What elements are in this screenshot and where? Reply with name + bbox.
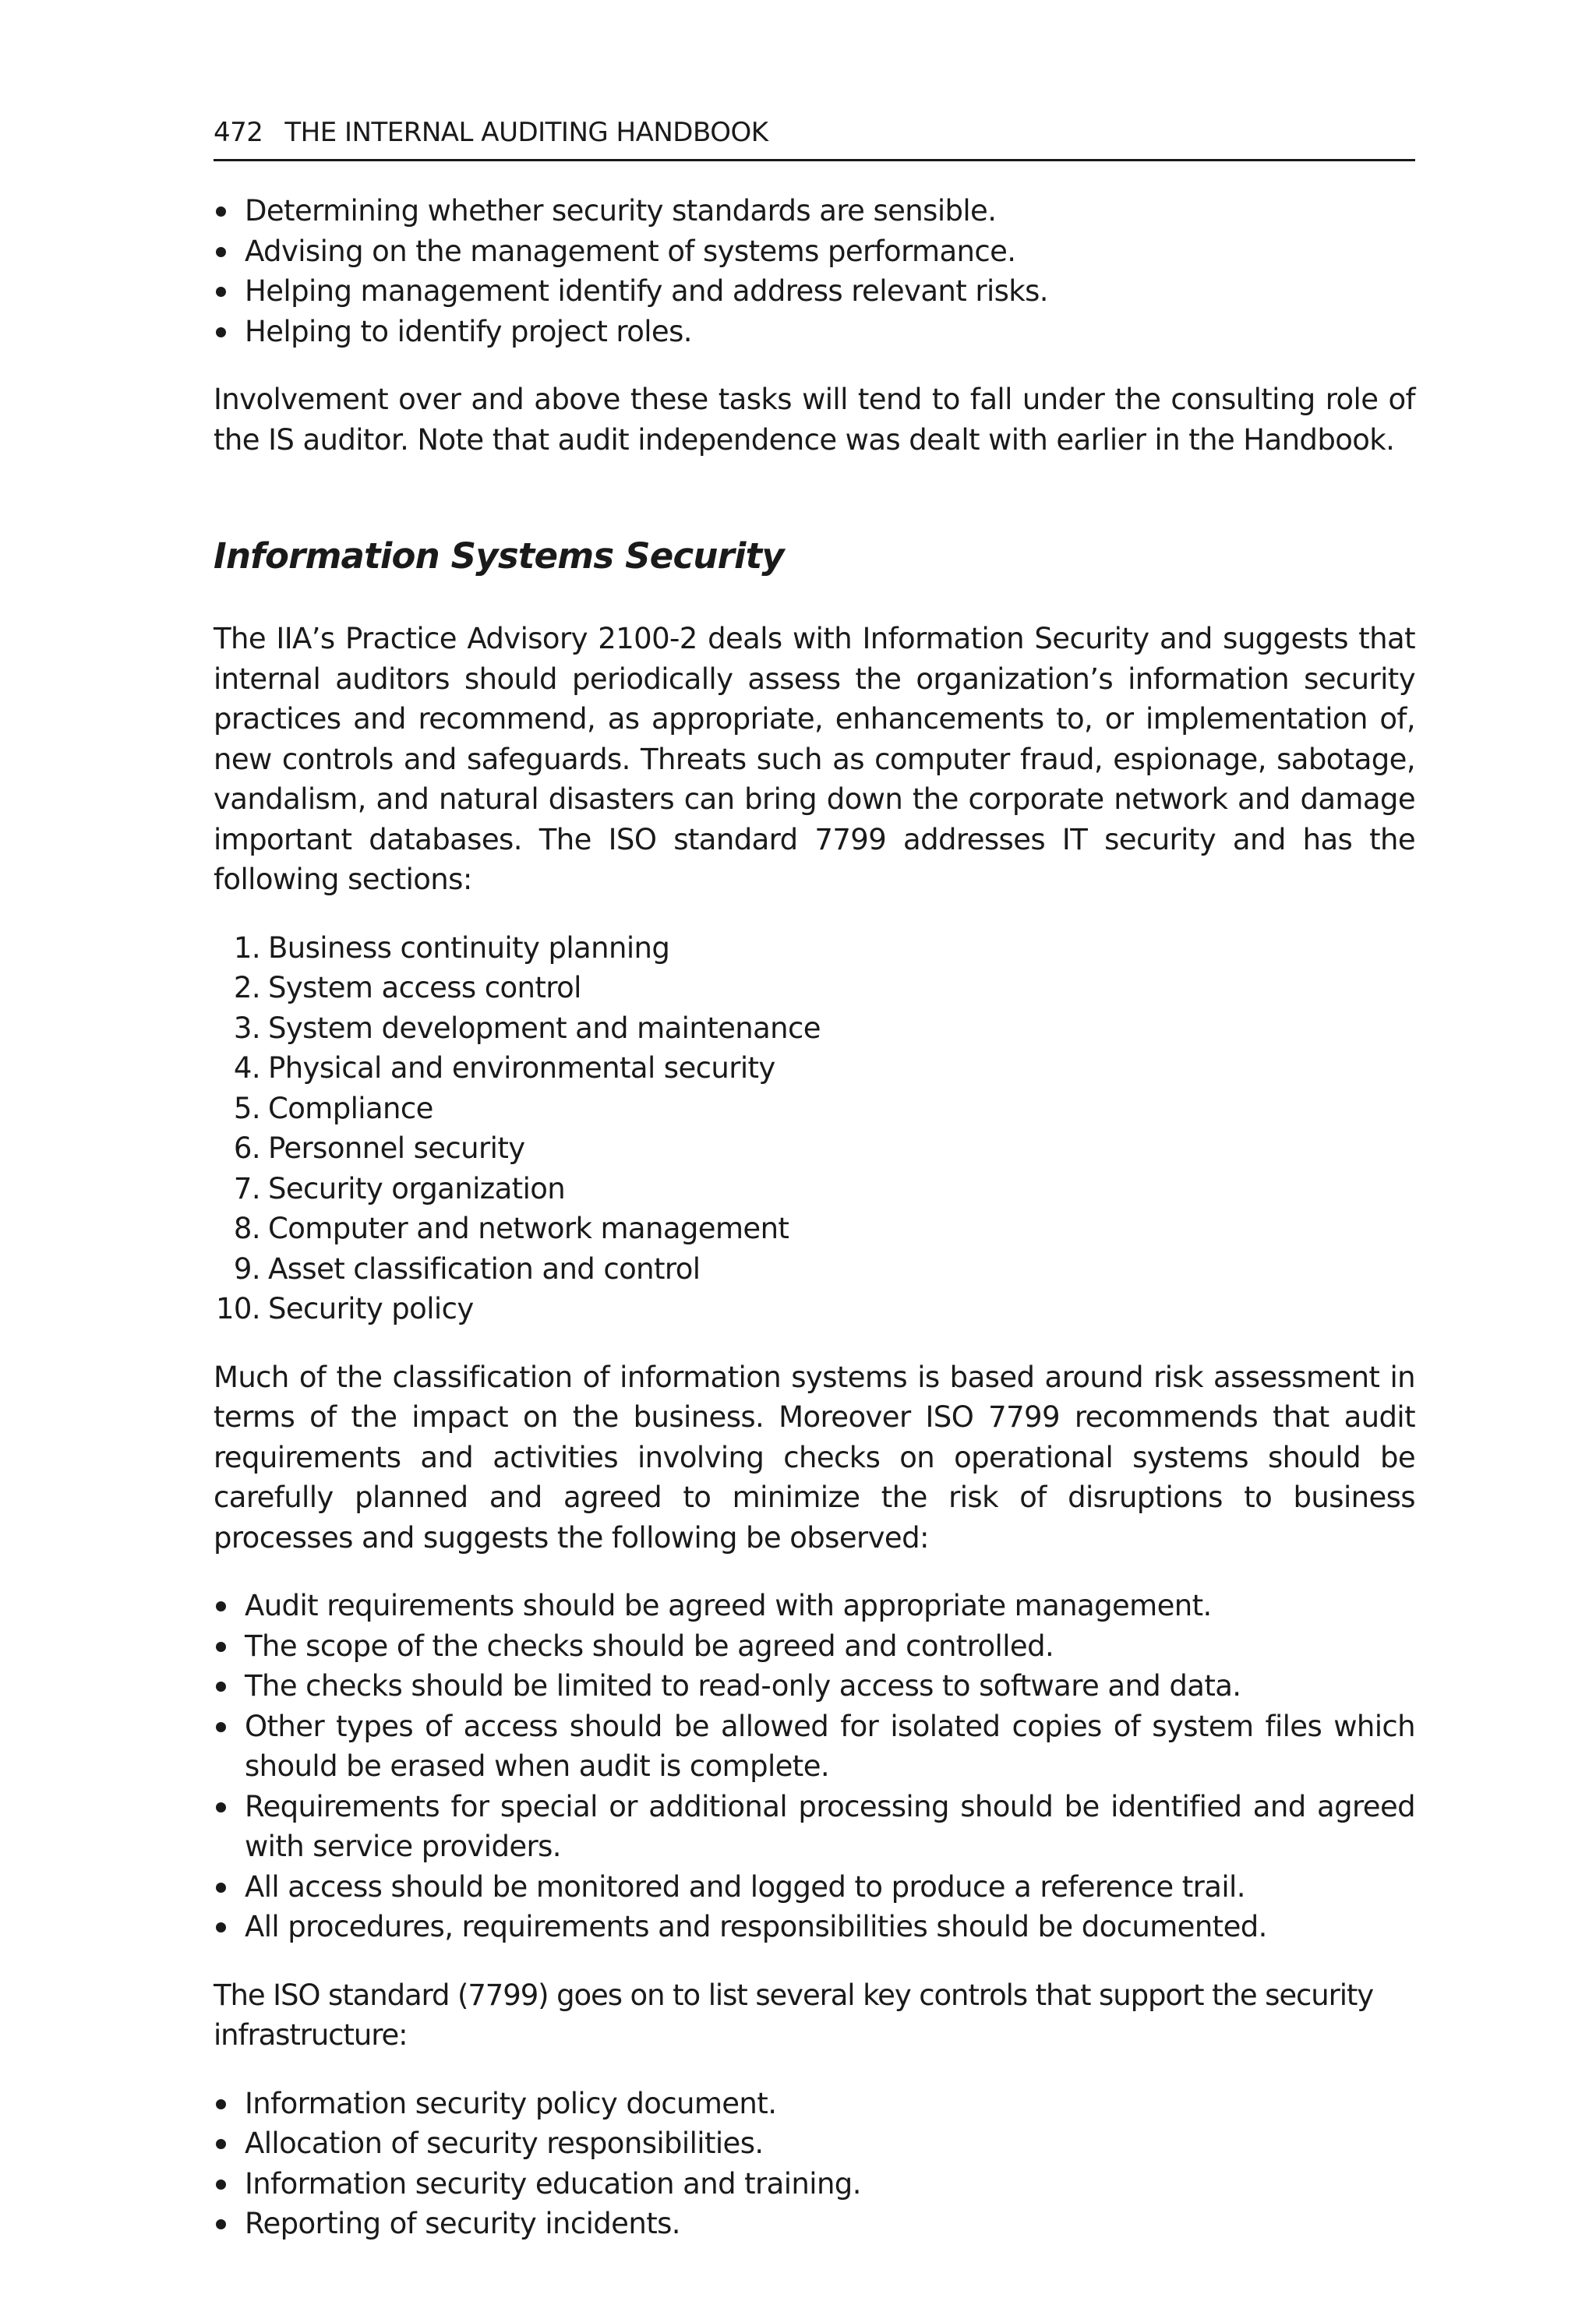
list-text: Asset classification and control — [268, 1251, 701, 1286]
paragraph-involvement: Involvement over and above these tasks will tend to fall under the consulting role of the IS auditor. Note that audit independence was dealt with earlier in the Handbook. — [214, 383, 1415, 457]
list-item — [214, 1169, 1415, 1209]
list-text: Business continuity planning — [268, 930, 670, 965]
list-item: All access should be monitored and logged to produce a reference trail. — [214, 1867, 1415, 1908]
list-item — [214, 1048, 1415, 1089]
paragraph-classification: Much of the classification of information systems is based around risk assessment in terms of the impact on the business. Moreover ISO 7799 recommends that audit requirements and activities involving checks on operational systems should be carefully planned and agreed to minimize the risk of disruptions to business processes and suggests the following be observed: — [214, 1360, 1415, 1555]
bullet-list-controls — [214, 2084, 1415, 2244]
page-body — [214, 191, 1415, 2244]
bullet-list-top — [214, 191, 1415, 351]
list-text: Security organization — [268, 1171, 566, 1205]
list-number: 3. — [233, 1011, 260, 1045]
book-page — [214, 117, 1415, 2244]
list-item: Reporting of security incidents. — [214, 2204, 1415, 2244]
list-text: Computer and network management — [268, 1212, 789, 1245]
list-item: Allocation of security responsibilities. — [214, 2123, 1415, 2164]
list-number: 9. — [233, 1251, 260, 1286]
list-item: Requirements for special or additional processing should be identified and agreed with service providers. — [214, 1787, 1415, 1867]
list-item: Determining whether security standards are sensible. — [214, 191, 1415, 231]
list-item: Information security policy document. — [214, 2084, 1415, 2124]
list-item — [214, 1249, 1415, 1290]
list-item — [214, 968, 1415, 1008]
list-number: 4. — [233, 1051, 260, 1085]
list-number: 2. — [233, 971, 260, 1004]
list-item — [214, 1008, 1415, 1049]
list-item: Audit requirements should be agreed with appropriate management. — [214, 1586, 1415, 1626]
list-item — [214, 1209, 1415, 1249]
list-item: All procedures, requirements and responsibilities should be documented. — [214, 1907, 1415, 1947]
list-item: Helping to identify project roles. — [214, 312, 1415, 352]
list-item: Other types of access should be allowed for isolated copies of system files which should be erased when audit is complete. — [214, 1707, 1415, 1787]
list-number: 8. — [233, 1212, 260, 1245]
list-item: Helping management identify and address relevant risks. — [214, 271, 1415, 312]
page-number: 472 — [214, 117, 263, 148]
list-item: Advising on the management of systems performance. — [214, 231, 1415, 272]
list-item — [214, 928, 1415, 969]
list-number: 5. — [233, 1091, 260, 1125]
section-heading: Information Systems Security — [214, 535, 784, 577]
list-number: 6. — [233, 1131, 260, 1165]
list-number: 1. — [233, 930, 260, 965]
list-text: System access control — [268, 971, 581, 1004]
list-text: Personnel security — [268, 1131, 525, 1165]
list-number: 7. — [233, 1171, 260, 1205]
running-header — [214, 117, 1415, 161]
list-text: Physical and environmental security — [268, 1051, 775, 1085]
list-item: The checks should be limited to read-only access to software and data. — [214, 1666, 1415, 1707]
paragraph-iso-controls: The ISO standard (7799) goes on to list several key controls that support the security infrastructure: — [214, 1978, 1374, 2052]
list-text: Compliance — [268, 1091, 433, 1125]
list-item — [214, 1289, 1415, 1329]
list-text: Security policy — [268, 1292, 474, 1325]
list-item — [214, 1128, 1415, 1169]
iso-sections-list — [214, 928, 1415, 1329]
list-number: 10. — [215, 1292, 260, 1325]
list-item: Information security education and training. — [214, 2164, 1415, 2204]
paragraph-iia: The IIA’s Practice Advisory 2100-2 deals with Information Security and suggests that internal auditors should periodically assess the organization’s information security practices and recommend, as appropriate, enhancements to, or implementation of, new controls and safeguards. Threats such as computer fraud, espionage, sabotage, vandalism, and natural disasters can bring down the corporate network and damage important databases. The ISO standard 7799 addresses IT security and has the following sections: — [214, 622, 1415, 896]
list-item: The scope of the checks should be agreed and controlled. — [214, 1626, 1415, 1667]
list-text: System development and maintenance — [268, 1011, 821, 1045]
running-title: THE INTERNAL AUDITING HANDBOOK — [284, 117, 768, 148]
list-item — [214, 1089, 1415, 1129]
bullet-list-audit — [214, 1586, 1415, 1947]
